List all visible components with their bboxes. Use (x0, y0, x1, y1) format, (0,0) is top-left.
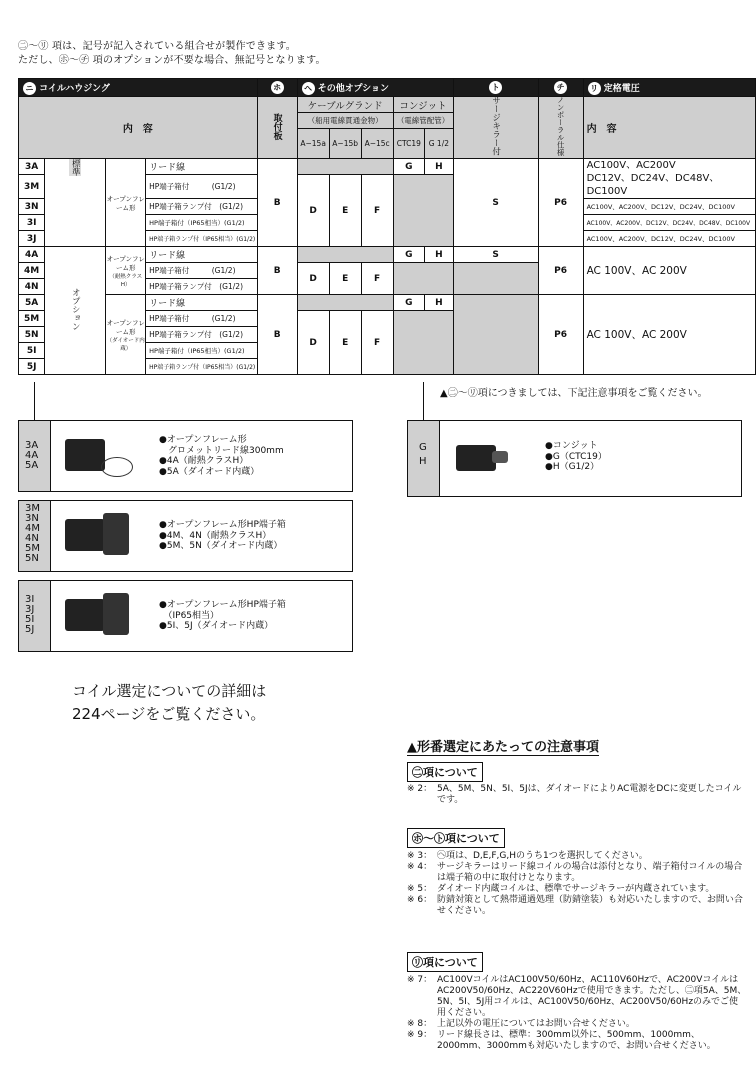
coil-image (456, 445, 496, 471)
notes-section-2: ※ 3： ㋬項は、D,E,F,G,Hのうち1つを選択してください。 ※ 4： サージキラーはリード線コイルの場合は添付となり、端子箱付コイルの場合は端子箱の中に取付けとなります。 ※ 5： ダイオード内蔵コイルは、標準でサージキラーが内蔵されています。 ※ 6： 防錆対策として熱帯通過処理（防錆塗装）も対応いたしますので、お問い合せください。 (407, 851, 743, 916)
table-row: 3J HP端子箱ランプ付（IP65相当）(G1/2) AC100V、AC200V、DC12V、DC24V、DC100V (19, 231, 756, 247)
hp-terminal-box: 3M 3N 4M 4N 5M 5N ●オープンフレーム形HP端子箱 ●4M、4N（耐熱クラスH） ●5M、5N（ダイオード内蔵） (18, 500, 353, 572)
table-row: 4A オプション オープンフレーム形 （耐熱クラスH） リード線 B G H S P6 AC 100V、AC 200V (19, 247, 756, 263)
table-row: 5N HP端子箱ランプ付 (G1/2) (19, 327, 756, 343)
notes-section-1: ※ 2： 5A、5M、5N、5I、5Jは、ダイオードによりAC電源をDCに変更したコイルです。 (407, 784, 742, 805)
coil-image (65, 439, 105, 471)
coil-image (65, 599, 105, 631)
mount-header: ホ (257, 79, 297, 97)
table-row: 3I HP端子箱付（IP65相当）(G1/2) AC100V、AC200V、DC12V、DC24V、DC48V、DC100V (19, 215, 756, 231)
notes-section-1-title: ㊁項について (407, 762, 483, 782)
header-row-1 (19, 79, 756, 97)
col-a15a: A−15a (297, 129, 329, 159)
surge-label: サージキラー付 (453, 97, 538, 159)
table-row: 5J HP端子箱ランプ付（IP65相当）(G1/2) (19, 359, 756, 375)
cable-gland-label: ケーブルグランド (297, 97, 393, 113)
intro-line-2: ただし、㋭～㋠ 項のオプションが不要な場合、無記号となります。 (18, 55, 326, 66)
conduit-image (492, 451, 508, 463)
voltage-content-label: 内 容 (583, 97, 755, 159)
table-row: 3M HP端子箱付 (G1/2) D E F (19, 175, 756, 199)
terminal-box-image (103, 593, 129, 635)
col-ctc19: CTC19 (393, 129, 425, 159)
coil-image (65, 519, 105, 551)
table-row: 5I HP端子箱付（IP65相当）(G1/2) (19, 343, 756, 359)
col-a15b: A−15b (329, 129, 361, 159)
terminal-box-image (103, 513, 129, 555)
conduit-label: コンジット (393, 97, 453, 113)
nonpolar-label: ノンポーラル仕様 (538, 97, 583, 159)
surge-header: ト (453, 79, 538, 97)
open-frame-label: オープンフレーム形 (106, 159, 146, 247)
table-row: 4M HP端子箱付 (G1/2) D E F (19, 263, 756, 279)
table-row: 4N HP端子箱ランプ付 (G1/2) (19, 279, 756, 295)
lead-wire-image (101, 457, 133, 477)
caution-line: ▲㊁～㋷項につきましては、下記注意事項をご覧ください。 (440, 388, 708, 399)
table-row: 3N HP端子箱ランプ付 (G1/2) AC100V、AC200V、DC12V、DC24V、DC100V (19, 199, 756, 215)
spec-table (18, 78, 756, 375)
lead-wire-box: 3A 4A 5A ●オープンフレーム形 グロメットリード線300mm ●4A（耐熱クラスH） ●5A（ダイオード内蔵） (18, 420, 353, 492)
mount-plate-label: 取付板 (257, 97, 297, 159)
intro-line-1: ㊁～㋷ 項は、記号が記入されている組合せが製作できます。 (18, 41, 296, 52)
table-row: 3A 標準 オープンフレーム形 リード線 B G H S P6 AC100V、AC200V DC12V、DC24V、DC48V、DC100V (19, 159, 756, 175)
col-g12: G 1/2 (425, 129, 453, 159)
conduit-sub: （電線管配管） (393, 113, 453, 129)
notes-section-3-title: ㋷項について (407, 952, 483, 972)
notes-section-3: ※ 7： AC100VコイルはAC100V50/60Hz、AC110V60Hzで、AC200VコイルはAC200V50/60Hz、AC220V60Hzで使用できます。ただし、㊁項5A、5M、5N、5I、5J用コイルは、AC100V50/60Hz、AC200V50/60Hzのみでご使用ください。 ※ 8： 上記以外の電圧についてはお問い合せください。 ※ 9： リード線長さは、標準：300mm以外に、500mm、1000mm、2000mm、3000mmも対応いたしますので、お問い合せください。 (407, 975, 747, 1051)
coil-detail-text: コイル選定についての詳細は 224ページをご覧ください。 (72, 682, 267, 723)
cable-gland-sub: （船用電線貫通金物） (297, 113, 393, 129)
notes-title: ▲形番選定にあたっての注意事項 (407, 736, 599, 756)
table-row: 5M HP端子箱付 (G1/2) D E F (19, 311, 756, 327)
option-label: オプション (45, 247, 106, 375)
connector-line (34, 382, 35, 420)
other-options-header: ヘ その他オプション (297, 79, 453, 97)
nonpolar-header: チ (538, 79, 583, 97)
ip65-terminal-box: 3I 3J 5I 5J ●オープンフレーム形HP端子箱 （IP65相当） ●5I、5J（ダイオード内蔵） (18, 580, 353, 652)
notes-section-2-title: ㋭～㋣項について (407, 828, 505, 848)
content-label: 内 容 (19, 97, 258, 159)
voltage-header: リ 定格電圧 (583, 79, 755, 97)
conduit-box: G H ●コンジット ●G（CTC19） ●H（G1/2） (407, 420, 742, 497)
standard-label: 標準 (45, 159, 106, 247)
connector-line (423, 382, 424, 420)
table-row: 5A オープンフレーム形 （ダイオード内蔵） リード線 B G H P6 AC 100V、AC 200V (19, 295, 756, 311)
col-a15c: A−15c (361, 129, 393, 159)
coil-housing-header: ニ コイルハウジング (19, 79, 258, 97)
